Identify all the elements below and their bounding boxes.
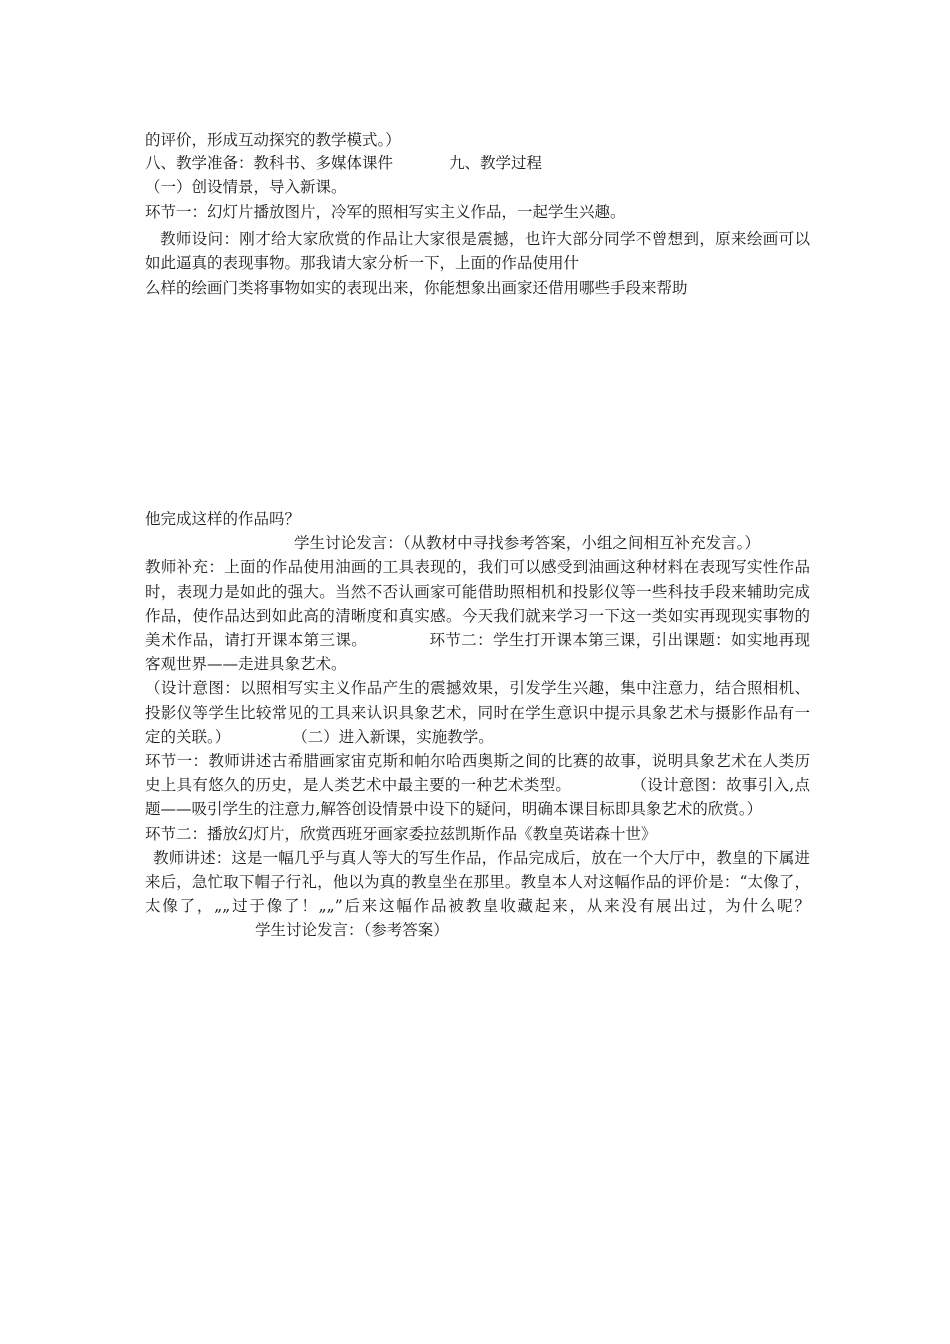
paragraph-line: 么样的绘画门类将事物如实的表现出来，你能想象出画家还借用哪些手段来帮助 xyxy=(145,279,688,297)
paragraph: 环节二：播放幻灯片，欣赏西班牙画家委拉兹凯斯作品《教皇英诺森十世》 xyxy=(145,824,657,843)
paragraph-line xyxy=(145,152,542,174)
paragraph: 教师设问：刚才给大家欣赏的作品让大家很是震撼，也许大部分同学不曾想到，原来绘画可以如此逼真的表现事物。那我请大家分析一下，上面的作品使用什 xyxy=(145,230,810,272)
section-heading: 八、教学准备：教科书、多媒体课件 xyxy=(145,154,394,172)
paragraph-block xyxy=(145,507,810,943)
paragraph: 环节二：学生打开课本第三课，引出课题：如实地再现客观世界——走进具象艺术。 xyxy=(145,631,810,674)
paragraph-line: 环节一：幻灯片播放图片，冷军的照相写实主义作品，一起学生兴趣。 xyxy=(145,203,626,221)
section-heading: 九、教学过程 xyxy=(449,154,543,172)
subsection-heading: （二）进入新课，实施教学。 xyxy=(292,727,494,746)
paragraph: （设计意图：故事引入,点题——吸引学生的注意力,解答创设情景中设下的疑问，明确本课目标即具象艺术的欣赏。） xyxy=(145,776,810,819)
subsection-heading: （一）创设情景，导入新课。 xyxy=(145,178,347,196)
paragraph: 教师讲述：这是一幅几乎与真人等大的写生作品，作品完成后，放在一个大厅中，教皇的下属进来后，急忙取下帽子行礼，他以为真的教皇坐在那里。教皇本人对这幅作品的评价是：“太像了，太像了，„„过于像了！„„”后来这幅作品被教皇收藏起来，从来没有展出过，为什么呢？ xyxy=(145,848,810,916)
paragraph: 教师补充：上面的作品使用油画的工具表现的，我们可以感受到油画这种材料在表现写实性作品时，表现力是如此的强大。当然不否认画家可能借助照相机和投影仪等一些科技手段来辅助完成作品，使作品达到如此高的清晰度和真实感。今天我们就来学习一下这一类如实再现现实事物的美术作品，请打开课本第三课。 xyxy=(145,558,810,650)
paragraph: 环节一：教师讲述古希腊画家宙克斯和帕尔哈西奥斯之间的比赛的故事，说明具象艺术在人类历史上具有悠久的历史，是人类艺术中最主要的一种艺术类型。 xyxy=(145,752,810,795)
paragraph: 学生讨论发言：（参考答案） xyxy=(255,921,449,940)
paragraph: （设计意图：以照相写实主义作品产生的震撼效果，引发学生兴趣，集中注意力，结合照相机、投影仪等学生比较常见的工具来认识具象艺术，同时在学生意识中提示具象艺术与摄影作品有一定的关联。） xyxy=(145,679,810,746)
paragraph-line: 的评价，形成互动探究的教学模式。） xyxy=(145,131,401,149)
paragraph-line: 他完成这样的作品吗？ xyxy=(145,510,301,528)
paragraph: 学生讨论发言：（从教材中寻找参考答案，小组之间相互补充发言。） xyxy=(294,534,760,553)
